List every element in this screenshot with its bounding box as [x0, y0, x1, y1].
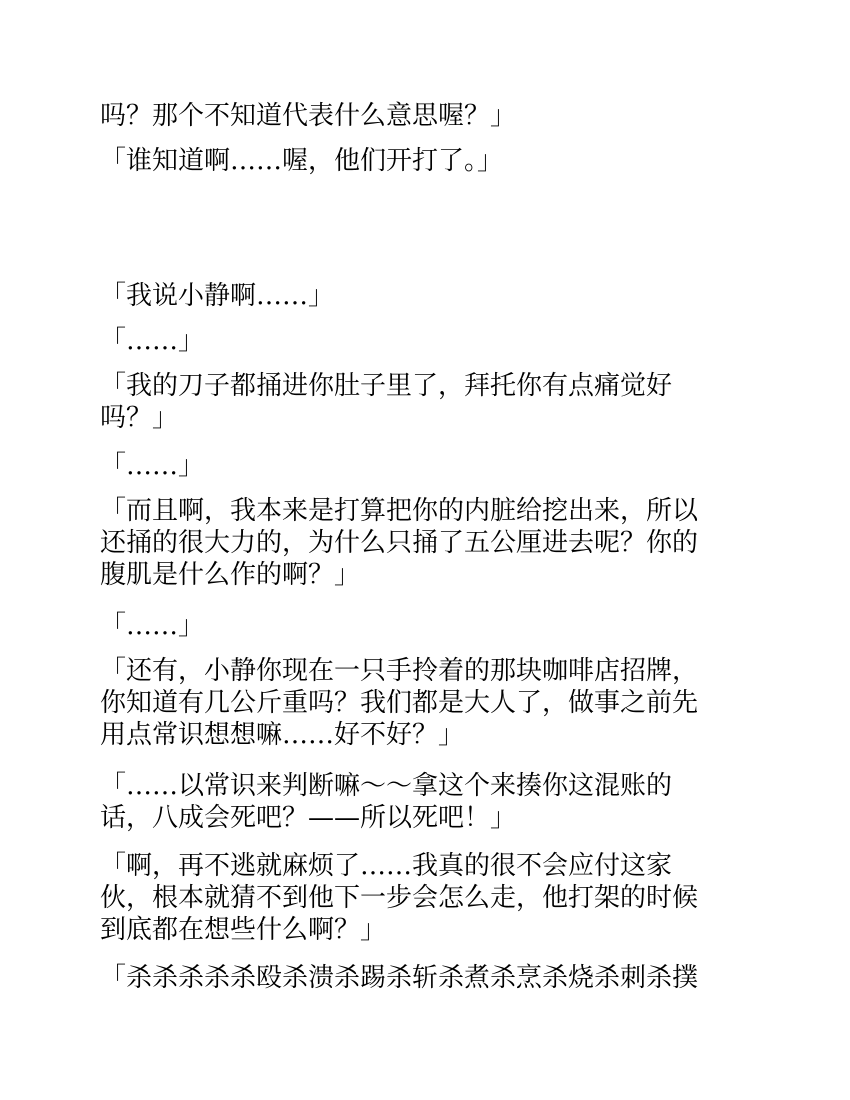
text-line: 「……以常识来判断嘛～～拿这个来揍你这混账的	[100, 771, 673, 801]
text-line: 伙，根本就猜不到他下一步会怎么走，他打架的时候	[100, 883, 699, 913]
paragraph	[100, 145, 740, 177]
text-line: 「……」	[100, 611, 205, 641]
text-line: 「啊，再不逃就麻烦了……我真的很不会应付这家	[100, 851, 673, 881]
paragraph	[100, 610, 740, 642]
text-line: 到底都在想些什么啊？」	[100, 915, 387, 945]
paragraph	[100, 850, 740, 946]
text-line: 「杀杀杀杀杀殴杀溃杀踢杀斩杀煮杀烹杀烧杀刺杀撲	[100, 963, 699, 993]
text-line: 吗？」	[100, 403, 179, 433]
text-line: 腹肌是什么作的啊？」	[100, 560, 361, 590]
paragraph	[100, 450, 740, 482]
text-line: 「谁知道啊……喔，他们开打了。」	[100, 146, 504, 176]
text-line: 「而且啊，我本来是打算把你的内脏给挖出来，所以	[100, 496, 699, 526]
paragraph	[100, 770, 740, 834]
text-line: 「我的刀子都捅进你肚子里了，拜托你有点痛觉好	[100, 371, 673, 401]
text-line: 话，八成会死吧？——所以死吧！」	[100, 803, 517, 833]
paragraph	[100, 655, 740, 751]
text-line: 还捅的很大力的，为什么只捅了五公厘进去呢？你的	[100, 528, 699, 558]
text-line: 吗？那个不知道代表什么意思喔？」	[100, 101, 517, 131]
paragraph	[100, 100, 740, 132]
text-line: 「……」	[100, 326, 205, 356]
paragraph	[100, 280, 740, 312]
paragraph	[100, 962, 740, 994]
paragraph	[100, 370, 740, 434]
paragraph	[100, 325, 740, 357]
paragraph	[100, 495, 740, 591]
text-line: 用点常识想想嘛……好不好？」	[100, 720, 465, 750]
text-line: 「我说小静啊……」	[100, 281, 335, 311]
text-line: 你知道有几公斤重吗？我们都是大人了，做事之前先	[100, 688, 699, 718]
text-line: 「……」	[100, 451, 205, 481]
text-line: 「还有，小静你现在一只手拎着的那块咖啡店招牌，	[100, 656, 699, 686]
